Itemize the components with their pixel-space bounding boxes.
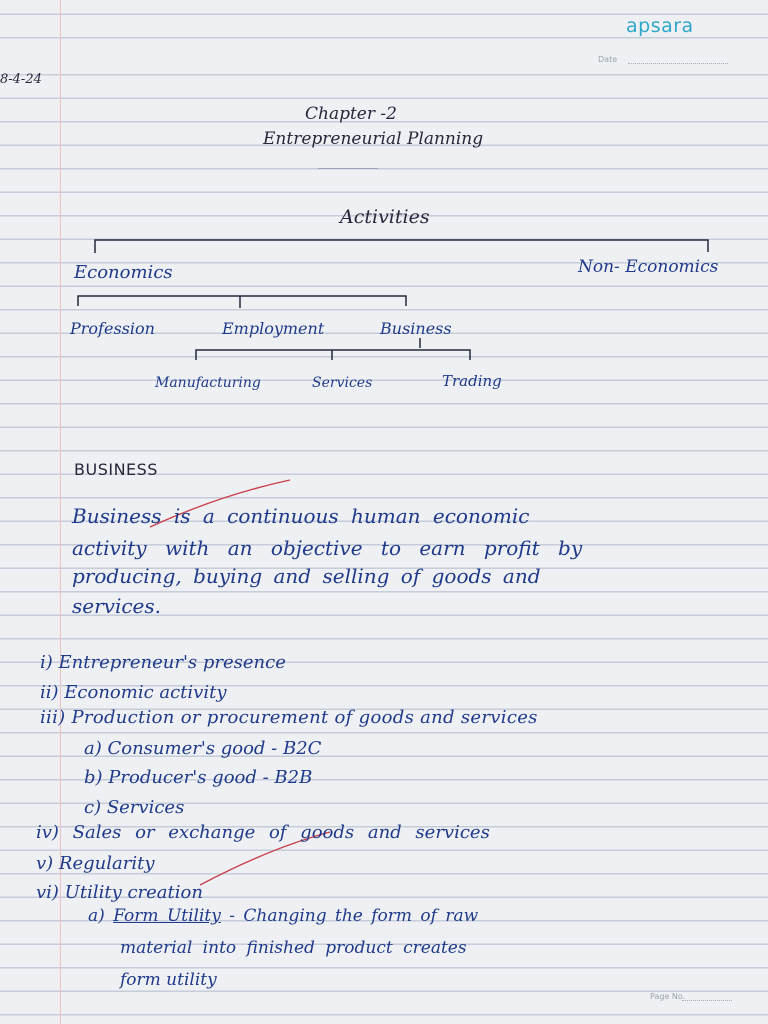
feature-item: ii) Economic activity	[40, 682, 227, 703]
feature-item: vi) Utility creation	[36, 882, 203, 903]
tree-node-employment: Employment	[222, 319, 325, 338]
tree-node-business: Business	[380, 319, 452, 338]
tree-node-manufacturing: Manufacturing	[155, 375, 261, 391]
feature-item: i) Entrepreneur's presence	[40, 652, 286, 673]
definition-line: activity with an objective to earn profit by	[72, 536, 583, 560]
page-number-label: Page No.	[650, 992, 686, 1001]
tree-node-profession: Profession	[70, 319, 155, 338]
tree-node-economics: Economics	[74, 262, 173, 283]
chapter-title: Entrepreneurial Planning	[263, 129, 484, 149]
form-utility-continuation: material into finished product creates	[120, 938, 467, 958]
tree-connector-root	[95, 240, 708, 253]
brand-logo: apsara	[626, 15, 694, 37]
date-label: Date	[598, 55, 618, 64]
definition-line: services.	[72, 594, 162, 618]
definition-line: producing, buying and selling of goods and	[72, 564, 541, 588]
feature-subitem: b) Producer's good - B2B	[84, 767, 313, 788]
feature-item: iv) Sales or exchange of goods and services	[36, 822, 490, 843]
form-utility-text: - Changing the form of raw	[229, 906, 479, 926]
chapter-heading: Chapter -2	[305, 104, 397, 124]
feature-subitem: c) Services	[84, 797, 185, 818]
feature-item: v) Regularity	[36, 853, 155, 874]
form-utility-continuation: form utility	[120, 970, 217, 990]
form-utility-term: Form Utility	[113, 906, 221, 926]
feature-subitem: a) Consumer's good - B2C	[84, 738, 322, 759]
feature-subitem-form-utility	[88, 906, 478, 926]
tree-node-trading: Trading	[442, 372, 502, 390]
subitem-marker: a)	[88, 906, 105, 926]
tree-root-activities: Activities	[340, 206, 430, 228]
tree-connector-economics	[78, 296, 406, 306]
business-heading: BUSINESS	[74, 460, 158, 479]
tree-connector-business-types	[196, 350, 470, 360]
tree-node-non-economics: Non- Economics	[578, 257, 719, 277]
handwritten-date: 8-4-24	[0, 72, 42, 87]
definition-line: Business is a continuous human economic	[72, 504, 530, 528]
feature-item: iii) Production or procurement of goods and services	[40, 707, 538, 728]
tree-node-services: Services	[312, 375, 373, 391]
